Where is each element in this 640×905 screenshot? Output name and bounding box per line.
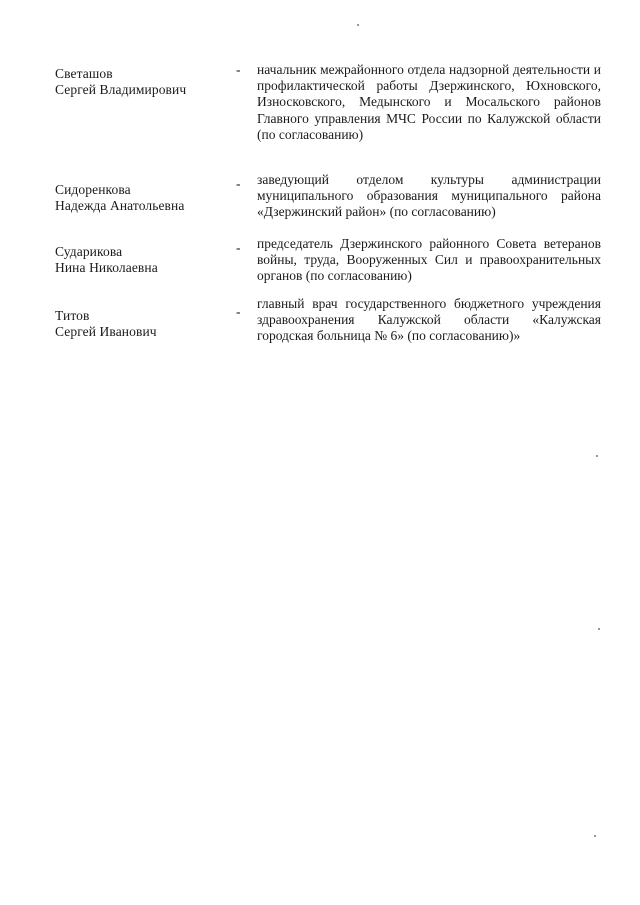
scan-speck: [357, 24, 359, 26]
member-position: заведующий отделом культуры администрации муниципального образования муниципального района «Дзержинский район» (по согласованию): [257, 172, 601, 220]
member-given-names: Сергей Владимирович: [55, 82, 187, 97]
separator-dash: -: [236, 62, 241, 77]
member-name: [55, 244, 225, 276]
member-surname: Светашов: [55, 66, 113, 81]
member-position: председатель Дзержинского районного Совета ветеранов войны, труда, Вооруженных Сил и правоохранительных органов (по согласованию): [257, 236, 601, 284]
scan-speck: [598, 628, 600, 630]
member-position: главный врач государственного бюджетного учреждения здравоохранения Калужской области «Калужская городская больница № 6» (по согласованию)»: [257, 296, 601, 344]
member-given-names: Нина Николаевна: [55, 260, 158, 275]
scan-speck: [596, 455, 598, 457]
separator-dash: -: [236, 304, 241, 319]
member-surname: Сидоренкова: [55, 182, 131, 197]
scan-speck: [594, 835, 596, 837]
member-given-names: Надежда Анатольевна: [55, 198, 185, 213]
separator-dash: -: [236, 240, 241, 255]
separator-dash: -: [236, 176, 241, 191]
member-position: начальник межрайонного отдела надзорной деятельности и профилактической работы Дзержинского, Юхновского, Износковского, Медынского и Мосальского районов Главного управления МЧС России по Калужской области (по согласованию): [257, 62, 601, 142]
member-given-names: Сергей Иванович: [55, 324, 157, 339]
member-surname: Титов: [55, 308, 90, 323]
member-surname: Сударикова: [55, 244, 123, 259]
member-name: [55, 308, 225, 340]
member-name: [55, 182, 225, 214]
member-name: [55, 66, 225, 98]
